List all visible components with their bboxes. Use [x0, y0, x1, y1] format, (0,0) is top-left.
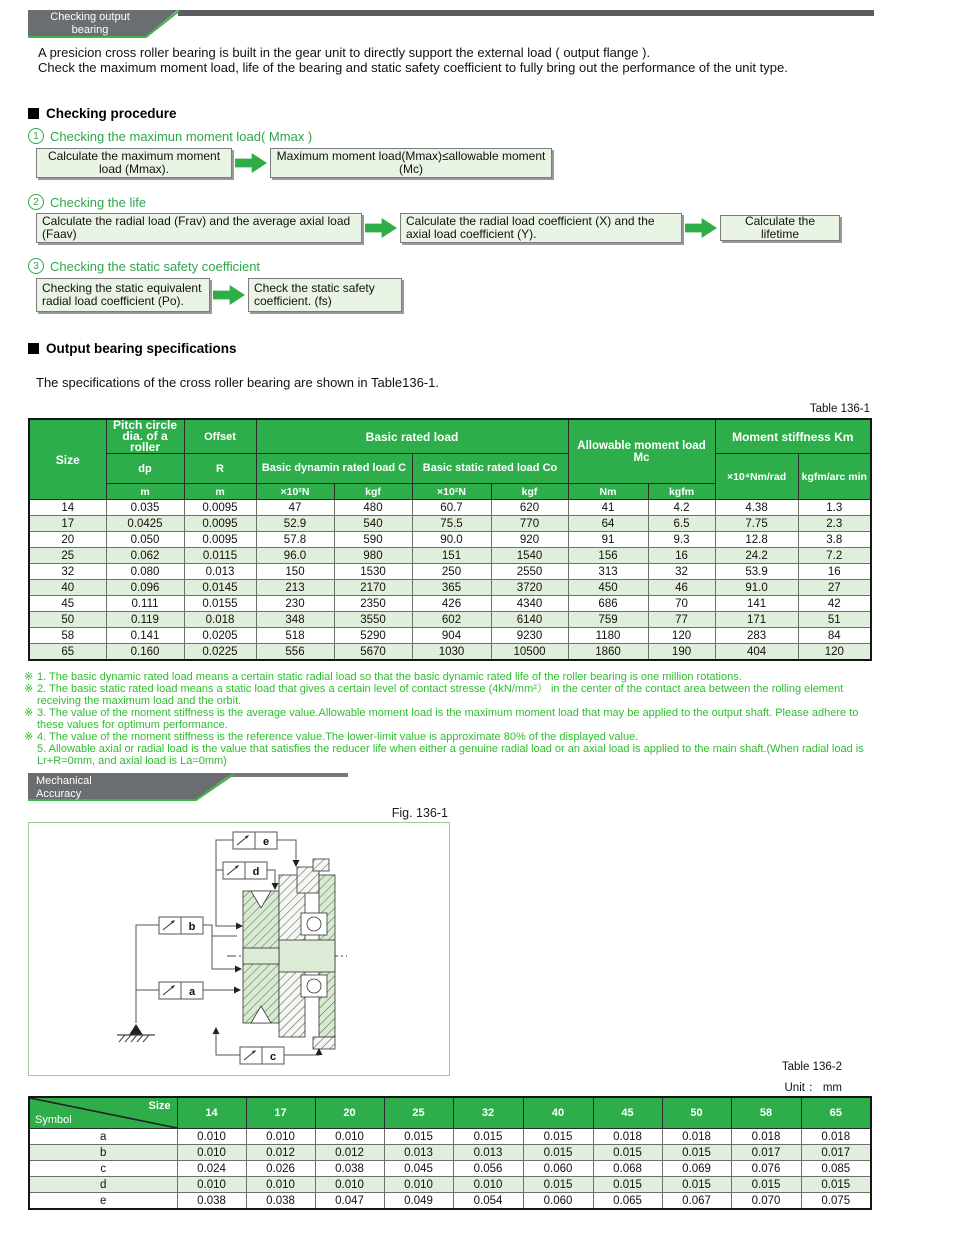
indicator-a	[159, 982, 203, 999]
table-cell: 904	[412, 628, 491, 644]
figure-label: Fig. 136-1	[391, 806, 448, 820]
table-cell: 0.010	[453, 1177, 523, 1193]
table-cell: 120	[648, 628, 715, 644]
table-cell: 0.065	[593, 1193, 662, 1210]
table-cell: 426	[412, 596, 491, 612]
footnote-text: 1. The basic dynamic rated load means a certain static radial load so that the basic dynamic rated life of the roller bearing is one million rotations.	[37, 671, 742, 683]
table-cell: 24.2	[715, 548, 798, 564]
step-number-badge: 3	[28, 258, 44, 274]
table-row	[29, 1193, 871, 1210]
table-cell: 0.010	[384, 1177, 453, 1193]
table-row	[29, 516, 871, 532]
table-cell: 32	[648, 564, 715, 580]
table-cell: 0.0095	[184, 516, 256, 532]
table-cell: 53.9	[715, 564, 798, 580]
size-col-header: 58	[731, 1097, 801, 1129]
table-cell: 230	[256, 596, 334, 612]
size-col-header: 65	[801, 1097, 871, 1129]
table-cell: 3720	[491, 580, 568, 596]
table-cell: 0.049	[384, 1193, 453, 1210]
table-row	[29, 564, 871, 580]
table2-unit: Unit ： mm	[784, 1082, 842, 1094]
size-col-header: 32	[453, 1097, 523, 1129]
size-col-header: 17	[246, 1097, 315, 1129]
table-cell: 0.060	[523, 1193, 593, 1210]
table-cell: 1540	[491, 548, 568, 564]
reference-mark	[24, 743, 37, 767]
table-cell: 4340	[491, 596, 568, 612]
step3-title	[28, 258, 260, 274]
table-cell: 0.015	[801, 1177, 871, 1193]
table-row	[29, 628, 871, 644]
footnote-text: 3. The value of the moment stiffness is the average value.Allowable moment load is the maximum moment load that may be applied to the output shaft. Please adhere to these values for optimum performance.	[37, 707, 859, 731]
table-cell: 9230	[491, 628, 568, 644]
indicator-letter: d	[252, 866, 260, 878]
table-cell: 0.0225	[184, 644, 256, 661]
table-cell: 540	[334, 516, 412, 532]
table-cell: 0.012	[246, 1145, 315, 1161]
table-cell: 365	[412, 580, 491, 596]
flow-box: Maximum moment load(Mmax)≤allowable moment (Mc)	[270, 148, 552, 178]
table-cell: 41	[568, 500, 648, 516]
table-cell: 57.8	[256, 532, 334, 548]
flow-box: Calculate the lifetime	[720, 215, 840, 241]
table-cell: 0.024	[177, 1161, 246, 1177]
size-col-header: 50	[662, 1097, 731, 1129]
table-row	[29, 644, 871, 661]
table-cell: 12.8	[715, 532, 798, 548]
col-header-offset: Offset	[184, 419, 256, 454]
table-cell: 50	[29, 612, 106, 628]
table-cell: 17	[29, 516, 106, 532]
indicator-letter: e	[262, 836, 270, 848]
table-cell: 190	[648, 644, 715, 661]
table-cell: 686	[568, 596, 648, 612]
flow-box: Calculate the maximum moment load (Mmax).	[36, 148, 232, 178]
heading-text: Output bearing specifications	[46, 341, 237, 356]
table-cell: 0.0155	[184, 596, 256, 612]
table-cell: c	[29, 1161, 177, 1177]
tab-line1: Mechanical	[36, 775, 92, 787]
table-cell: 151	[412, 548, 491, 564]
table-cell: 0.038	[177, 1193, 246, 1210]
table1-body	[29, 500, 871, 661]
footnotes	[24, 671, 880, 767]
reference-mark: ※	[24, 707, 34, 719]
table-cell: 213	[256, 580, 334, 596]
table-cell: 1.3	[798, 500, 871, 516]
table-cell: 0.010	[246, 1177, 315, 1193]
table-row	[29, 612, 871, 628]
col-header-allowable-moment: Allowable moment load Mc	[568, 419, 715, 484]
table-cell: 0.085	[801, 1161, 871, 1177]
step-title-text: Checking the life	[50, 194, 147, 210]
table-cell: 25	[29, 548, 106, 564]
table-cell: 96.0	[256, 548, 334, 564]
reference-mark: ※	[24, 671, 34, 683]
table-cell: 0.018	[593, 1129, 662, 1145]
table2-body	[29, 1129, 871, 1210]
specs-caption: The specifications of the cross roller bearing are shown in Table136-1.	[36, 375, 439, 390]
table-cell: 0.013	[184, 564, 256, 580]
table-cell: 0.015	[731, 1177, 801, 1193]
unit-body	[243, 859, 335, 1049]
table-cell: 404	[715, 644, 798, 661]
table-cell: 9.3	[648, 532, 715, 548]
table-cell: 0.060	[523, 1161, 593, 1177]
flow-arrow-icon	[685, 218, 717, 238]
table-cell: 156	[568, 548, 648, 564]
footnote	[24, 707, 880, 731]
table-cell: 0.119	[106, 612, 184, 628]
table-cell: 0.045	[384, 1161, 453, 1177]
section-tab-title	[34, 11, 146, 37]
table-cell: 91.0	[715, 580, 798, 596]
table-cell: 0.038	[315, 1161, 384, 1177]
size-col-header: 45	[593, 1097, 662, 1129]
table-cell: 770	[491, 516, 568, 532]
table-row	[29, 1161, 871, 1177]
ground-symbol	[117, 1024, 155, 1042]
step-number-badge: 1	[28, 128, 44, 144]
table-row	[29, 596, 871, 612]
table-cell: 58	[29, 628, 106, 644]
table-cell: 5670	[334, 644, 412, 661]
table-cell: 518	[256, 628, 334, 644]
table-row	[29, 1177, 871, 1193]
table-cell: 10500	[491, 644, 568, 661]
table-cell: 0.015	[523, 1145, 593, 1161]
output-bearing-specs-heading	[28, 341, 237, 356]
col-header-size: Size	[29, 419, 106, 500]
table-cell: 620	[491, 500, 568, 516]
table-cell: 0.013	[384, 1145, 453, 1161]
table-cell: 7.2	[798, 548, 871, 564]
table-cell: 0.076	[731, 1161, 801, 1177]
table-cell: 0.010	[315, 1129, 384, 1145]
flow-box: Checking the static equivalent radial load coefficient (Po).	[36, 278, 210, 312]
table-row	[29, 500, 871, 516]
unit-n: ×10²N	[256, 484, 334, 500]
table-cell: 141	[715, 596, 798, 612]
step-title-text: Checking the static safety coefficient	[50, 258, 261, 274]
table-cell: 2350	[334, 596, 412, 612]
size-col-header: 25	[384, 1097, 453, 1129]
checking-procedure-heading	[28, 106, 177, 121]
table-cell: 0.0115	[184, 548, 256, 564]
table-cell: 42	[798, 596, 871, 612]
table-cell: 0.096	[106, 580, 184, 596]
table-cell: 16	[798, 564, 871, 580]
unit-n: ×10²N	[412, 484, 491, 500]
table2-label: Table 136-2	[781, 1061, 842, 1073]
table-cell: 0.015	[593, 1145, 662, 1161]
table-cell: 0.050	[106, 532, 184, 548]
corner-header	[29, 1097, 177, 1129]
mechanical-accuracy-table	[28, 1096, 872, 1210]
table-cell: 313	[568, 564, 648, 580]
table-cell: 0.010	[177, 1145, 246, 1161]
section-tab-title	[36, 775, 116, 801]
step2-flow	[36, 213, 840, 243]
step2-title	[28, 194, 146, 210]
flow-box: Calculate the radial load coefficient (X) and the axial load coefficient (Y).	[400, 213, 682, 243]
indicator-letter: a	[188, 986, 196, 998]
col-header-dynamic-load: Basic dynamin rated load C	[256, 454, 412, 484]
table-cell: e	[29, 1193, 177, 1210]
table-cell: 40	[29, 580, 106, 596]
flow-arrow-icon	[213, 285, 245, 305]
footnote-text: 2. The basic static rated load means a static load that gives a certain level of contact stresse (4kN/mm²） in the center of the contact area between the rolling element receiving the maximum load and the orbit.	[37, 683, 844, 707]
table-cell: 0.068	[593, 1161, 662, 1177]
table-cell: 27	[798, 580, 871, 596]
table-cell: 70	[648, 596, 715, 612]
tab-line2: Accuracy	[36, 788, 82, 800]
table-cell: 150	[256, 564, 334, 580]
table-cell: 0.035	[106, 500, 184, 516]
table-cell: 171	[715, 612, 798, 628]
table-cell: 6140	[491, 612, 568, 628]
step1-flow	[36, 148, 552, 178]
table-cell: 3550	[334, 612, 412, 628]
table-cell: 47	[256, 500, 334, 516]
table-row	[29, 1145, 871, 1161]
tab-line2: bearing	[71, 24, 109, 36]
col-header-dp: dp	[106, 454, 184, 484]
table-cell: 920	[491, 532, 568, 548]
flow-arrow-icon	[235, 153, 267, 173]
step-number-badge: 2	[28, 194, 44, 210]
table1-label: Table 136-1	[809, 403, 870, 415]
indicator-b	[159, 917, 203, 934]
footnote	[24, 731, 880, 743]
table-cell: 0.067	[662, 1193, 731, 1210]
table-cell: 51	[798, 612, 871, 628]
figure-136-1	[28, 822, 450, 1076]
table-cell: 602	[412, 612, 491, 628]
table-cell: 0.0425	[106, 516, 184, 532]
table-row	[29, 1129, 871, 1145]
indicator-d	[223, 862, 267, 879]
flow-box: Check the static safety coefficient. (fs)	[248, 278, 402, 312]
table-cell: 1860	[568, 644, 648, 661]
table-cell: 2.3	[798, 516, 871, 532]
table-cell: 590	[334, 532, 412, 548]
footnote	[24, 683, 880, 707]
table-cell: 46	[648, 580, 715, 596]
table-cell: 0.018	[731, 1129, 801, 1145]
bearing-spec-table	[28, 418, 872, 661]
footnote-text: 5. Allowable axial or radial load is the value that satisfies the reducer life when either a genuine radial load or an axial load is applied to the main shaft.(When radial load is Lr+R=0mm, and axial load is La=0mm)	[37, 743, 864, 767]
table-row	[29, 548, 871, 564]
table-cell: 0.0145	[184, 580, 256, 596]
unit-kgfm: kgfm	[648, 484, 715, 500]
table-cell: 0.080	[106, 564, 184, 580]
table-cell: 5290	[334, 628, 412, 644]
step3-flow	[36, 278, 402, 312]
col-header-nmrad: ×10⁴Nm/rad	[715, 454, 798, 500]
table-cell: 0.015	[523, 1177, 593, 1193]
step-title-text: Checking the maximun moment load( Mmax )	[50, 128, 313, 144]
table-cell: 480	[334, 500, 412, 516]
table-cell: 556	[256, 644, 334, 661]
table-cell: 0.015	[662, 1145, 731, 1161]
table-cell: 4.38	[715, 500, 798, 516]
footnote-text: 4. The value of the moment stiffness is the reference value.The lower-limit value is approximate 80% of the displayed value.	[37, 731, 639, 743]
table-cell: 16	[648, 548, 715, 564]
intro-line2: Check the maximum moment load, life of the bearing and static safety coefficient to fully bring out the performance of the unit type.	[38, 60, 788, 75]
table-cell: 0.069	[662, 1161, 731, 1177]
size-col-header: 14	[177, 1097, 246, 1129]
table-cell: 0.010	[246, 1129, 315, 1145]
table-cell: 0.018	[662, 1129, 731, 1145]
table-cell: 348	[256, 612, 334, 628]
table-cell: 20	[29, 532, 106, 548]
table-row	[29, 580, 871, 596]
size-col-header: 40	[523, 1097, 593, 1129]
table-cell: 0.017	[731, 1145, 801, 1161]
table-cell: 0.012	[315, 1145, 384, 1161]
flow-box: Calculate the radial load (Frav) and the average axial load (Faav)	[36, 213, 362, 243]
table-row	[29, 532, 871, 548]
reference-mark: ※	[24, 683, 34, 695]
table-cell: 450	[568, 580, 648, 596]
table-cell: 60.7	[412, 500, 491, 516]
unit-m: m	[184, 484, 256, 500]
table-cell: 0.0205	[184, 628, 256, 644]
indicator-letter: b	[188, 921, 196, 933]
corner-size-label: Size	[148, 1100, 171, 1112]
gear-unit-cross-section	[29, 823, 449, 1075]
reference-mark: ※	[24, 731, 34, 743]
table-cell: 7.75	[715, 516, 798, 532]
table-cell: 3.8	[798, 532, 871, 548]
table-cell: 77	[648, 612, 715, 628]
indicator-e	[233, 832, 277, 849]
table-cell: 65	[29, 644, 106, 661]
table-cell: 1530	[334, 564, 412, 580]
table-cell: 0.018	[801, 1129, 871, 1145]
table-cell: 0.015	[523, 1129, 593, 1145]
table-cell: 0.111	[106, 596, 184, 612]
table-cell: 0.010	[315, 1177, 384, 1193]
table-cell: 64	[568, 516, 648, 532]
table-cell: 0.075	[801, 1193, 871, 1210]
col-header-moment-stiffness: Moment stiffness Km	[715, 419, 871, 454]
table-cell: 1030	[412, 644, 491, 661]
table-cell: b	[29, 1145, 177, 1161]
table-cell: 0.0095	[184, 500, 256, 516]
table-cell: 0.056	[453, 1161, 523, 1177]
table-cell: 0.018	[184, 612, 256, 628]
intro-paragraph	[38, 45, 968, 75]
table-cell: 0.010	[177, 1177, 246, 1193]
square-bullet-icon	[28, 343, 39, 354]
size-col-header: 20	[315, 1097, 384, 1129]
footnote	[24, 671, 880, 683]
table-cell: 32	[29, 564, 106, 580]
col-header-r: R	[184, 454, 256, 484]
table-cell: 0.015	[662, 1177, 731, 1193]
page-header-banner	[28, 8, 876, 42]
table-cell: 0.141	[106, 628, 184, 644]
table-cell: 283	[715, 628, 798, 644]
col-header-kgfmarc: kgfm/arc min	[798, 454, 871, 500]
table-cell: 52.9	[256, 516, 334, 532]
intro-line1: A presicion cross roller bearing is built in the gear unit to directly support the external load ( output flange ).	[38, 45, 651, 60]
table-cell: 45	[29, 596, 106, 612]
table-cell: 2170	[334, 580, 412, 596]
table-cell: 4.2	[648, 500, 715, 516]
col-header-pitch: Pitch circle dia. of a roller	[106, 419, 184, 454]
tab-line1: Checking output	[50, 11, 130, 23]
corner-symbol-label: Symbol	[35, 1114, 72, 1126]
table-cell: 120	[798, 644, 871, 661]
heading-text: Checking procedure	[46, 106, 177, 121]
table-cell: 0.038	[246, 1193, 315, 1210]
table-cell: 6.5	[648, 516, 715, 532]
table-cell: 75.5	[412, 516, 491, 532]
table-cell: 0.015	[593, 1177, 662, 1193]
table-cell: a	[29, 1129, 177, 1145]
table-cell: 0.015	[453, 1129, 523, 1145]
footnote	[24, 743, 880, 767]
unit-m: m	[106, 484, 184, 500]
table-cell: 91	[568, 532, 648, 548]
col-header-basic-rated-load: Basic rated load	[256, 419, 568, 454]
table-cell: 250	[412, 564, 491, 580]
table-cell: 90.0	[412, 532, 491, 548]
unit-kgf: kgf	[334, 484, 412, 500]
table-cell: d	[29, 1177, 177, 1193]
table-cell: 0.015	[384, 1129, 453, 1145]
square-bullet-icon	[28, 108, 39, 119]
indicator-letter: c	[269, 1051, 277, 1063]
flow-arrow-icon	[365, 218, 397, 238]
table-cell: 980	[334, 548, 412, 564]
step1-title	[28, 128, 312, 144]
col-header-static-load: Basic static rated load Co	[412, 454, 568, 484]
table-cell: 0.010	[177, 1129, 246, 1145]
table-cell: 0.047	[315, 1193, 384, 1210]
table-cell: 84	[798, 628, 871, 644]
table-cell: 1180	[568, 628, 648, 644]
unit-nm: Nm	[568, 484, 648, 500]
table-cell: 0.0095	[184, 532, 256, 548]
table-cell: 0.013	[453, 1145, 523, 1161]
table-cell: 2550	[491, 564, 568, 580]
table-cell: 0.070	[731, 1193, 801, 1210]
table-cell: 0.062	[106, 548, 184, 564]
unit-kgf: kgf	[491, 484, 568, 500]
table-cell: 0.017	[801, 1145, 871, 1161]
table-cell: 759	[568, 612, 648, 628]
table-cell: 14	[29, 500, 106, 516]
table-cell: 0.026	[246, 1161, 315, 1177]
table-cell: 0.054	[453, 1193, 523, 1210]
table-cell: 0.160	[106, 644, 184, 661]
